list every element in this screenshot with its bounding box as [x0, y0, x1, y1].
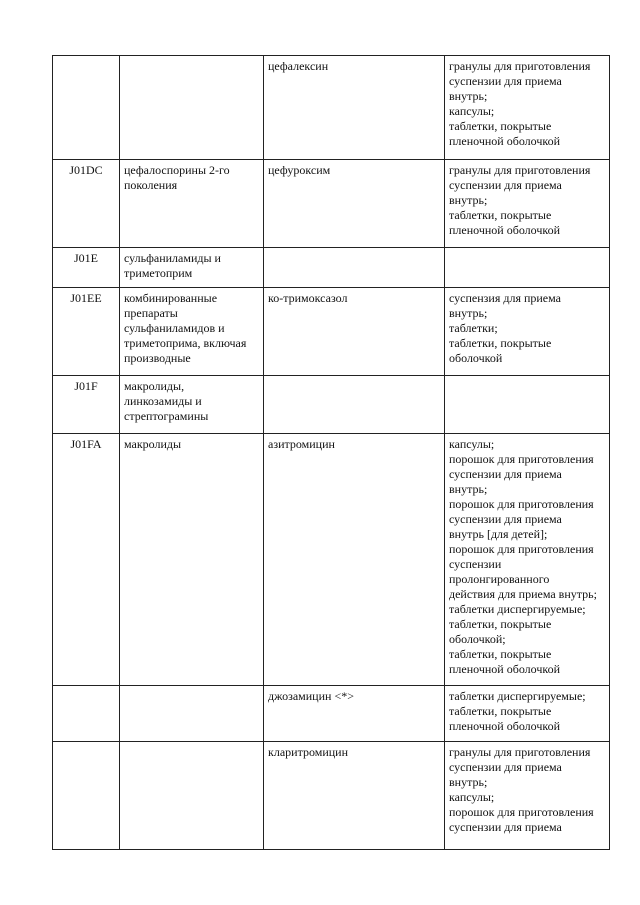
group-line: линкозамиды и	[124, 394, 202, 408]
dosage-form-line: таблетки диспергируемые;	[449, 602, 586, 616]
drug-name-cell: цефуроксим	[264, 160, 445, 248]
medication-table	[52, 55, 610, 850]
dosage-form-line: суспензии для приема	[449, 178, 562, 192]
group-line: триметоприма, включая	[124, 336, 247, 350]
dosage-form-cell	[445, 742, 610, 850]
dosage-form-line: порошок для приготовления	[449, 452, 594, 466]
table-row	[53, 56, 610, 160]
dosage-form-line: таблетки, покрытые	[449, 208, 552, 222]
dosage-form-line: внутрь;	[449, 482, 488, 496]
dosage-form-line: таблетки, покрытые	[449, 647, 552, 661]
dosage-form-line: суспензии для приема	[449, 467, 562, 481]
dosage-form-line: внутрь;	[449, 89, 488, 103]
dosage-form-line: таблетки, покрытые	[449, 119, 552, 133]
group-line: препараты	[124, 306, 178, 320]
dosage-form-line: пленочной оболочкой	[449, 223, 561, 237]
dosage-form-line: пленочной оболочкой	[449, 134, 561, 148]
dosage-form-line: порошок для приготовления	[449, 542, 594, 556]
dosage-form-line: таблетки, покрытые	[449, 336, 552, 350]
table-row	[53, 288, 610, 376]
dosage-form-line: пленочной оболочкой	[449, 719, 561, 733]
group-line: стрептограмины	[124, 409, 209, 423]
dosage-form-line: внутрь;	[449, 775, 488, 789]
dosage-form-line: порошок для приготовления	[449, 805, 594, 819]
atc-code-cell	[53, 686, 120, 742]
drug-name-cell: ко-тримоксазол	[264, 288, 445, 376]
group-cell	[120, 288, 264, 376]
group-line: комбинированные	[124, 291, 218, 305]
drug-name-cell	[264, 248, 445, 288]
dosage-form-line: таблетки;	[449, 321, 498, 335]
dosage-form-line: гранулы для приготовления	[449, 59, 591, 73]
group-line: макролиды	[124, 437, 182, 451]
dosage-form-line: оболочкой	[449, 351, 503, 365]
dosage-form-line: гранулы для приготовления	[449, 745, 591, 759]
dosage-form-line: суспензии для приема	[449, 820, 562, 834]
dosage-form-line: таблетки, покрытые	[449, 617, 552, 631]
dosage-form-cell	[445, 434, 610, 686]
atc-code-cell	[53, 56, 120, 160]
group-cell	[120, 686, 264, 742]
table-row	[53, 376, 610, 434]
dosage-form-line: суспензии для приема	[449, 512, 562, 526]
dosage-form-line: внутрь [для детей];	[449, 527, 548, 541]
dosage-form-line: капсулы;	[449, 790, 495, 804]
dosage-form-line: суспензии для приема	[449, 760, 562, 774]
dosage-form-line: пролонгированного	[449, 572, 550, 586]
atc-code-cell	[53, 742, 120, 850]
dosage-form-line: пленочной оболочкой	[449, 662, 561, 676]
dosage-form-cell	[445, 248, 610, 288]
dosage-form-line: капсулы;	[449, 104, 495, 118]
group-cell	[120, 56, 264, 160]
group-cell	[120, 742, 264, 850]
drug-name-cell: кларитромицин	[264, 742, 445, 850]
group-line: поколения	[124, 178, 178, 192]
group-cell	[120, 160, 264, 248]
group-line: сульфаниламидов и	[124, 321, 225, 335]
drug-name-cell: джозамицин <*>	[264, 686, 445, 742]
atc-code-cell: J01DC	[53, 160, 120, 248]
dosage-form-cell	[445, 56, 610, 160]
atc-code-cell: J01F	[53, 376, 120, 434]
table-row	[53, 160, 610, 248]
group-cell	[120, 434, 264, 686]
drug-name-cell	[264, 376, 445, 434]
dosage-form-line: порошок для приготовления	[449, 497, 594, 511]
dosage-form-line: таблетки диспергируемые;	[449, 689, 586, 703]
group-line: сульфаниламиды и	[124, 251, 221, 265]
dosage-form-line: гранулы для приготовления	[449, 163, 591, 177]
group-line: цефалоспорины 2-го	[124, 163, 230, 177]
dosage-form-line: суспензии для приема	[449, 74, 562, 88]
dosage-form-cell	[445, 686, 610, 742]
dosage-form-line: оболочкой;	[449, 632, 506, 646]
dosage-form-line: суспензия для приема	[449, 291, 561, 305]
group-line: макролиды,	[124, 379, 185, 393]
group-line: триметоприм	[124, 266, 193, 280]
table-row	[53, 686, 610, 742]
atc-code-cell: J01E	[53, 248, 120, 288]
dosage-form-cell	[445, 376, 610, 434]
dosage-form-line: суспензии	[449, 557, 502, 571]
table-row	[53, 742, 610, 850]
group-line: производные	[124, 351, 191, 365]
dosage-form-cell	[445, 288, 610, 376]
dosage-form-line: внутрь;	[449, 193, 488, 207]
dosage-form-line: внутрь;	[449, 306, 488, 320]
atc-code-cell: J01FA	[53, 434, 120, 686]
drug-name-cell: азитромицин	[264, 434, 445, 686]
dosage-form-line: капсулы;	[449, 437, 495, 451]
atc-code-cell: J01EE	[53, 288, 120, 376]
table-body	[53, 56, 610, 850]
dosage-form-line: таблетки, покрытые	[449, 704, 552, 718]
group-cell	[120, 376, 264, 434]
table-row	[53, 434, 610, 686]
drug-name-cell: цефалексин	[264, 56, 445, 160]
table-row	[53, 248, 610, 288]
dosage-form-line: действия для приема внутрь;	[449, 587, 597, 601]
group-cell	[120, 248, 264, 288]
dosage-form-cell	[445, 160, 610, 248]
